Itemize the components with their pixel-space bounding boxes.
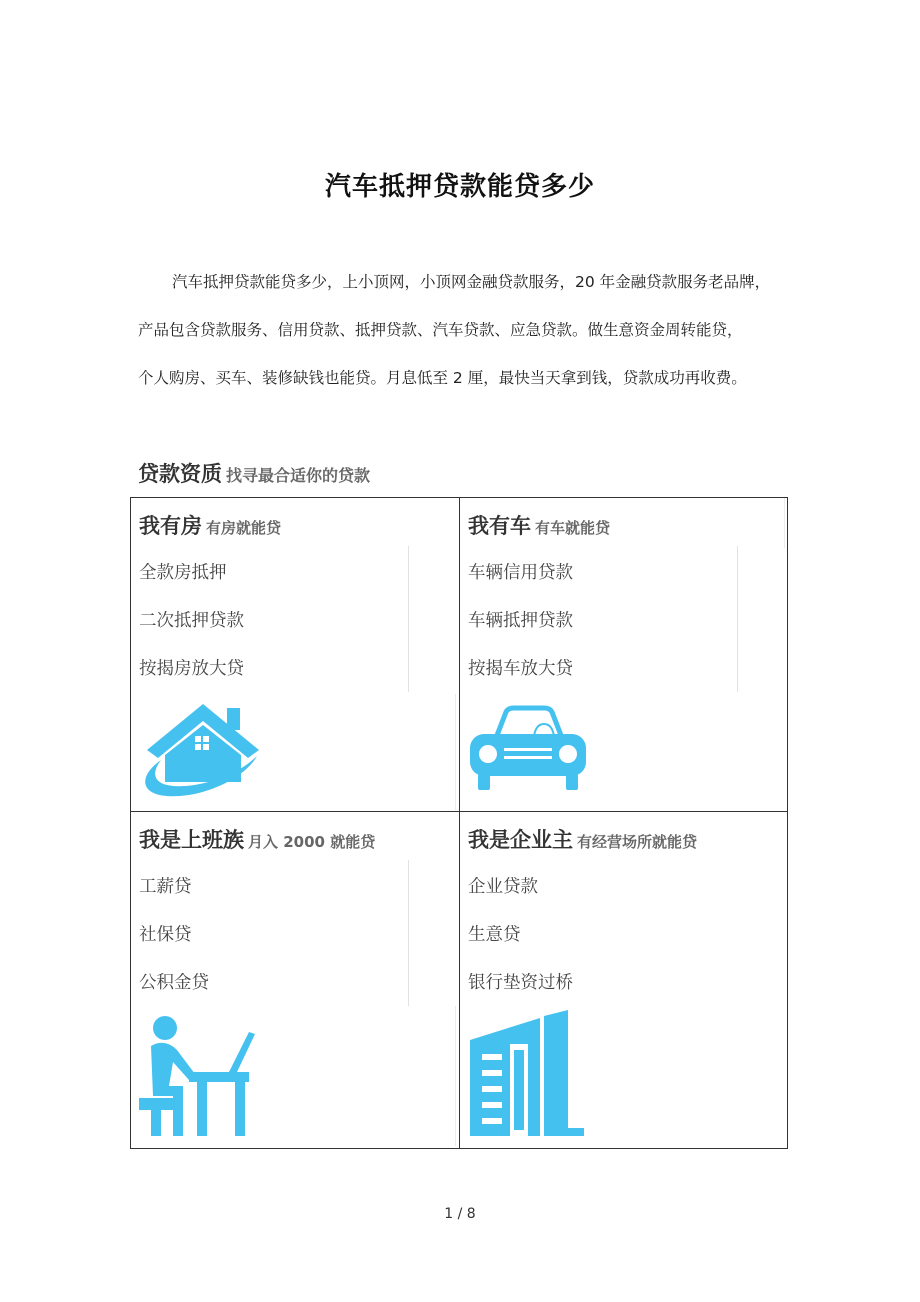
- column-separator: [408, 860, 409, 1006]
- column-separator: [408, 546, 409, 692]
- loan-item-link[interactable]: 按揭车放大贷: [468, 659, 573, 679]
- card-title: 我有房: [139, 514, 202, 538]
- loan-card-salaried[interactable]: [131, 812, 451, 1122]
- paragraph-line-3: 个人购房、买车、装修缺钱也能贷。月息低至 2 厘，最快当天拿到钱，贷款成功再收费。: [138, 369, 747, 387]
- loan-item-link[interactable]: 车辆信用贷款: [468, 563, 573, 583]
- cell-divider-faint: [455, 1006, 456, 1146]
- loan-item-link[interactable]: 社保贷: [139, 925, 192, 945]
- loan-item-link[interactable]: 车辆抵押贷款: [468, 611, 573, 631]
- card-subtitle: 有车就能贷: [535, 519, 611, 537]
- loan-card-car[interactable]: [460, 498, 780, 808]
- car-icon: [468, 698, 590, 802]
- building-icon: [468, 1010, 588, 1142]
- cell-divider-faint: [455, 694, 456, 810]
- card-heading: [468, 510, 610, 540]
- section-subtitle: 找寻最合适你的贷款: [226, 466, 371, 485]
- loan-item-link[interactable]: 生意贷: [468, 925, 521, 945]
- card-title: 我是上班族: [139, 828, 244, 852]
- page-indicator: 1 / 8: [444, 1206, 476, 1222]
- loan-item-link[interactable]: 公积金贷: [139, 973, 209, 993]
- loan-item-link[interactable]: 企业贷款: [468, 877, 538, 897]
- card-subtitle: 有房就能贷: [206, 519, 282, 537]
- loan-item-link[interactable]: 工薪贷: [139, 877, 192, 897]
- loan-item-link[interactable]: 二次抵押贷款: [139, 611, 244, 631]
- loan-card-house[interactable]: [131, 498, 451, 808]
- loan-item-link[interactable]: 全款房抵押: [139, 563, 227, 583]
- house-icon: [139, 698, 259, 804]
- section-heading: [138, 458, 370, 488]
- column-separator: [737, 546, 738, 692]
- card-subtitle: 月入 2000 就能贷: [248, 833, 376, 851]
- loan-card-business[interactable]: [460, 812, 780, 1122]
- loan-item-link[interactable]: 银行垫资过桥: [468, 973, 573, 993]
- card-title: 我有车: [468, 514, 531, 538]
- section-title: 贷款资质: [138, 462, 222, 486]
- card-title: 我是企业主: [468, 828, 573, 852]
- cell-divider-faint: [784, 498, 785, 548]
- page-title: 汽车抵押贷款能贷多少: [324, 172, 595, 202]
- card-subtitle: 有经营场所就能贷: [577, 833, 698, 851]
- paragraph-line-2: 产品包含贷款服务、信用贷款、抵押贷款、汽车贷款、应急贷款。做生意资金周转能贷，: [138, 321, 743, 339]
- loan-qualification-grid: [130, 497, 788, 1149]
- paragraph-line-1: 汽车抵押贷款能贷多少，上小顶网，小顶网金融贷款服务，20 年金融贷款服务老品牌，: [172, 273, 771, 291]
- card-heading: [139, 824, 375, 854]
- office-worker-icon: [139, 1014, 259, 1142]
- card-heading: [139, 510, 281, 540]
- card-heading: [468, 824, 697, 854]
- loan-item-link[interactable]: 按揭房放大贷: [139, 659, 244, 679]
